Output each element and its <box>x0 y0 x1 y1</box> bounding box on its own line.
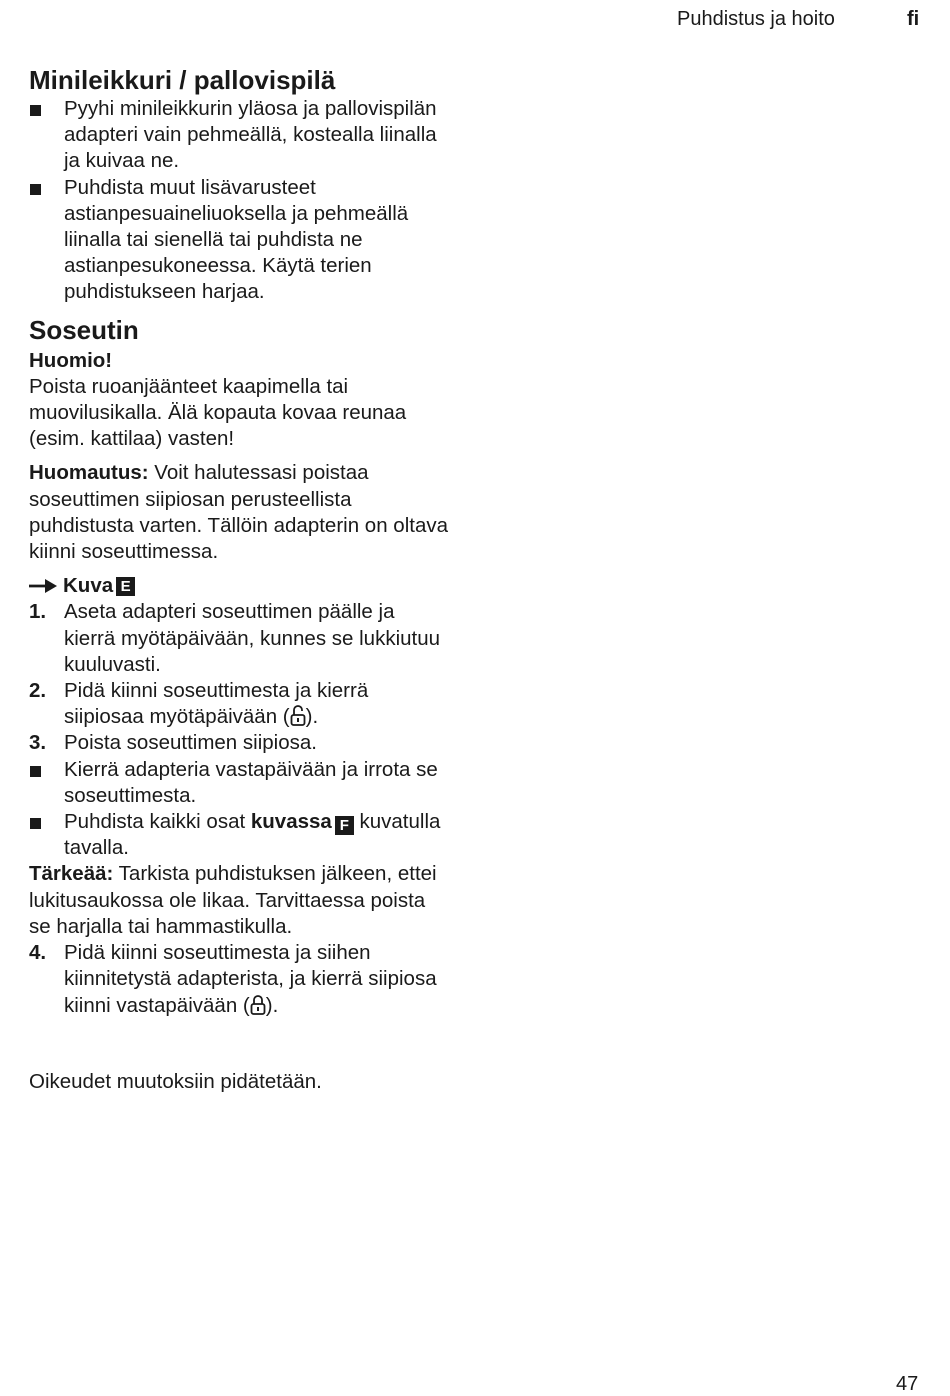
list-item <box>29 809 449 861</box>
step-2 <box>29 678 449 730</box>
square-bullet-icon <box>30 184 41 195</box>
square-bullet-icon <box>30 766 41 777</box>
step-text: Pidä kiinni soseuttimesta ja kierrä siipiosaa myötäpäivään ( <box>64 679 369 729</box>
note-paragraph <box>29 460 449 565</box>
step-1 <box>29 599 449 678</box>
step-4 <box>29 940 449 1019</box>
important-label: Tärkeää: <box>29 862 114 886</box>
list-item <box>29 175 449 306</box>
running-header-title: Puhdistus ja hoito <box>677 8 835 30</box>
square-bullet-icon <box>30 818 41 829</box>
heading-soseutin: Soseutin <box>29 314 139 345</box>
step-number: 4. <box>29 941 47 965</box>
important-paragraph <box>29 861 449 940</box>
figure-label: Kuva <box>63 574 114 598</box>
rights-reserved-note: Oikeudet muutoksiin pidätetään. <box>29 1070 322 1093</box>
figure-letter-badge: E <box>116 577 135 596</box>
page-number: 47 <box>896 1373 919 1395</box>
step-text: Aseta adapteri soseuttimen päälle ja kierrä myötäpäivään, kunnes se lukkiutuu kuuluvasti. <box>64 600 441 676</box>
list-item-text: Kierrä adapteria vastapäivään ja irrota se soseuttimesta. <box>64 757 438 807</box>
caution-text: Poista ruoanjäänteet kaapimella tai muovilusikalla. Älä kopauta kovaa reunaa (esim. kattilaa) vasten! <box>29 374 407 451</box>
step-text: Pidä kiinni soseuttimesta ja siihen kiinnitetystä adapterista, ja kierrä siipiosa kiinni vastapäivään ( <box>64 941 437 1017</box>
note-text: Voit halutessasi poistaa soseuttimen siipiosan perusteellista puhdistusta varten. Tällöin adapterin on oltava kiinni soseuttimessa. <box>29 461 449 564</box>
locked-padlock-icon <box>250 994 266 1016</box>
list-item-text: Puhdista muut lisävarusteet astianpesuaineliuoksella ja pehmeällä liinalla tai sienellä tai puhdista ne astianpesukoneessa. Käytä terien puhdistukseen harjaa. <box>64 175 409 304</box>
figure-reference <box>29 573 449 599</box>
square-bullet-icon <box>30 105 41 116</box>
unlocked-padlock-icon <box>290 705 306 727</box>
language-code: fi <box>907 8 920 30</box>
heading-minileikkuri: Minileikkuri / pallovispilä <box>29 65 336 95</box>
figure-letter-badge: F <box>335 816 354 835</box>
list-item <box>29 96 449 175</box>
step-number: 1. <box>29 600 47 624</box>
step-number: 3. <box>29 731 47 755</box>
list-item-text-end: kuvatulla tavalla. <box>64 810 441 860</box>
arrow-right-icon <box>29 579 57 593</box>
caution-label: Huomio! <box>29 348 113 372</box>
list-item-text: Pyyhi minileikkurin yläosa ja pallovispilän adapteri vain pehmeällä, kostealla liinalla ja kuivaa ne. <box>64 97 437 173</box>
step-3 <box>29 730 449 756</box>
figure-ref-bold: kuvassa <box>250 810 332 834</box>
step-text-end: ). <box>305 705 319 729</box>
main-content <box>29 64 449 1019</box>
step-number: 2. <box>29 679 47 703</box>
note-label: Huomautus: <box>29 461 149 485</box>
list-item <box>29 757 449 809</box>
step-text-end: ). <box>265 993 279 1017</box>
list-item-text: Puhdista kaikki osat <box>64 810 251 834</box>
step-text: Poista soseuttimen siipiosa. <box>64 731 317 755</box>
important-text: Tarkista puhdistuksen jälkeen, ettei lukitusaukossa ole likaa. Tarvittaessa poista se harjalla tai hammastikulla. <box>29 862 437 938</box>
